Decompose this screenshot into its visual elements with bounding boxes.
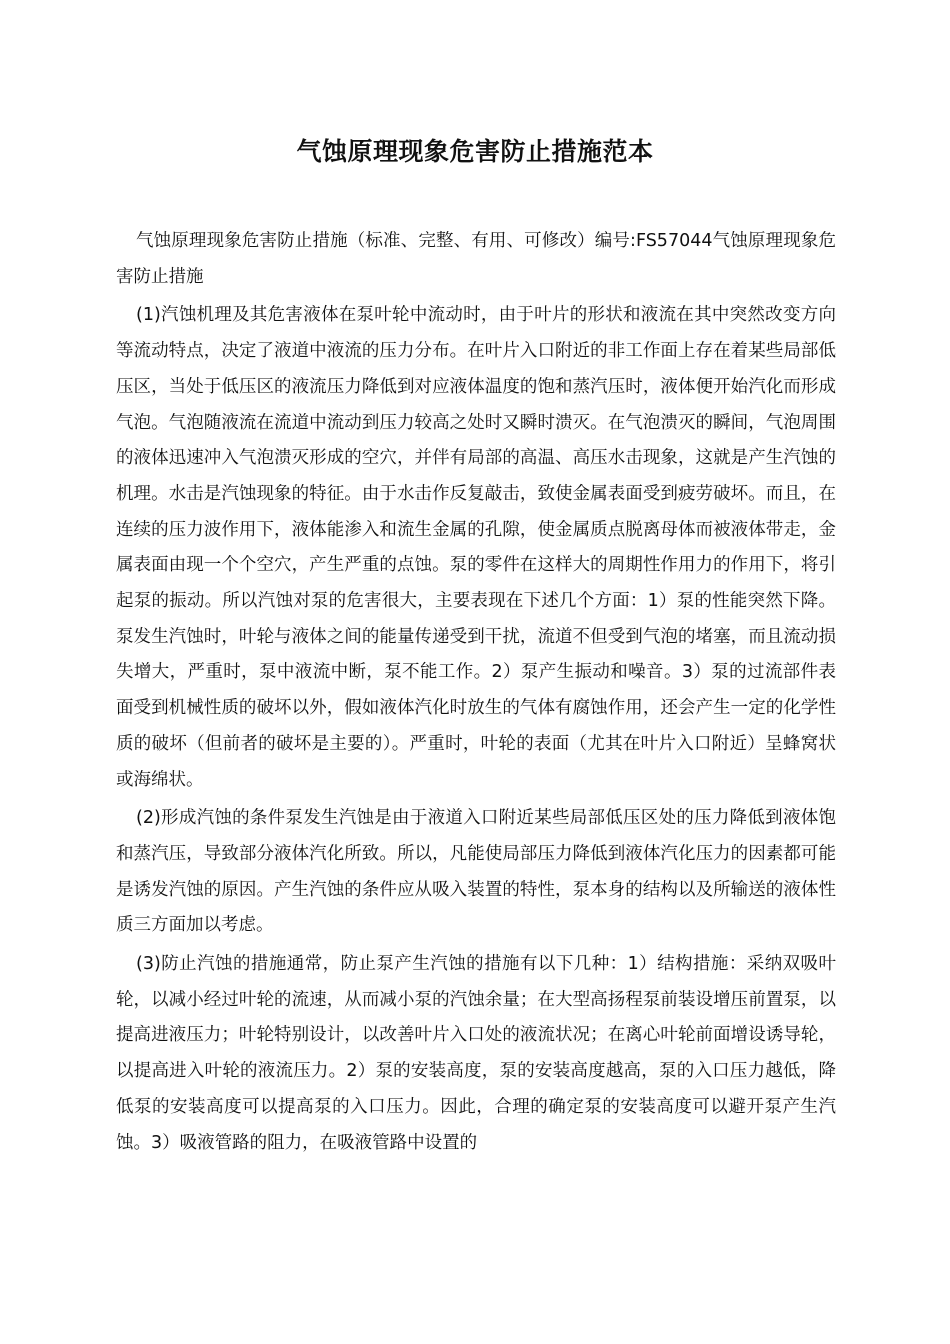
paragraph-cavitation-conditions: (2)形成汽蚀的条件泵发生汽蚀是由于液道入口附近某些局部低压区处的压力降低到液体饱和蒸汽压，导致部分液体汽化所致。所以，凡能使局部压力降低到液体汽化压力的因素都可能是诱发汽蚀的原因。产生汽蚀的条件应从吸入装置的特性，泵本身的结构以及所输送的液体性质三方面加以考虑。 (116, 808, 836, 936)
document-body (116, 224, 836, 1161)
paragraph-intro: 气蚀原理现象危害防止措施（标准、完整、有用、可修改）编号:FS57044气蚀原理现象危害防止措施 (116, 231, 836, 287)
paragraph-prevention-measures: (3)防止汽蚀的措施通常，防止泵产生汽蚀的措施有以下几种：1）结构措施：采纳双吸叶轮，以减小经过叶轮的流速，从而减小泵的汽蚀余量；在大型高扬程泵前装设增压前置泵，以提高进液压力；叶轮特别设计，以改善叶片入口处的液流状况；在离心叶轮前面增设诱导轮，以提高进入叶轮的液流压力。2）泵的安装高度，泵的安装高度越高，泵的入口压力越低，降低泵的安装高度可以提高泵的入口压力。因此，合理的确定泵的安装高度可以避开泵产生汽蚀。3）吸液管路的阻力，在吸液管路中设置的 (116, 954, 836, 1153)
paragraph-cavitation-mechanism: (1)汽蚀机理及其危害液体在泵叶轮中流动时，由于叶片的形状和液流在其中突然改变方向等流动特点，决定了液道中液流的压力分布。在叶片入口附近的非工作面上存在着某些局部低压区，当处于低压区的液流压力降低到对应液体温度的饱和蒸汽压时，液体便开始汽化而形成气泡。气泡随液流在流道中流动到压力较高之处时又瞬时溃灭。在气泡溃灭的瞬间，气泡周围的液体迅速冲入气泡溃灭形成的空穴，并伴有局部的高温、高压水击现象，这就是产生汽蚀的机理。水击是汽蚀现象的特征。由于水击作反复敲击，致使金属表面受到疲劳破坏。而且，在连续的压力波作用下，液体能渗入和流生金属的孔隙，使金属质点脱离母体而被液体带走，金属表面由现一个个空穴，产生严重的点蚀。泵的零件在这样大的周期性作用力的作用下，将引起泵的振动。所以汽蚀对泵的危害很大，主要表现在下述几个方面：1）泵的性能突然下降。泵发生汽蚀时，叶轮与液体之间的能量传递受到干扰，流道不但受到气泡的堵塞，而且流动损失增大，严重时，泵中液流中断，泵不能工作。2）泵产生振动和噪音。3）泵的过流部件表面受到机械性质的破坏以外，假如液体汽化时放生的气体有腐蚀作用，还会产生一定的化学性质的破坏（但前者的破坏是主要的）。严重时，叶轮的表面（尤其在叶片入口附近）呈蜂窝状或海绵状。 (116, 305, 836, 790)
document-title: 气蚀原理现象危害防止措施范本 (296, 137, 654, 166)
